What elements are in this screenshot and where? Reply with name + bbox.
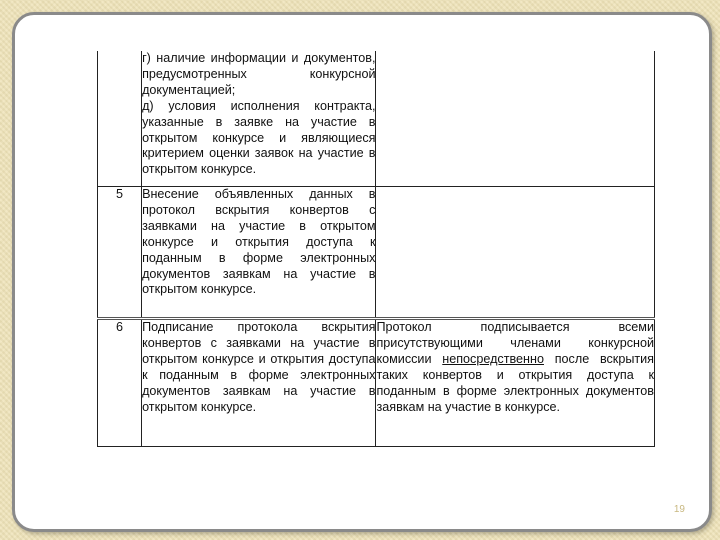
slide-page-number: 19 (673, 504, 685, 515)
step-note (376, 187, 655, 319)
step-description (142, 51, 376, 187)
step-paragraph-d: д) условия исполнения контракта, указанные в заявке на участие в открытом конкурсе и являющиеся критерием оценки заявок на участие в открытом конкурсе. (142, 98, 376, 177)
slide-frame (12, 12, 712, 532)
note-text-part2: после вскрытия таких конвертов и открытия доступа к поданным в форме электронных документов заявкам на участие в конкурсе. (376, 351, 654, 414)
table-row-continued (98, 51, 655, 187)
step-note (376, 319, 655, 447)
table-row-6 (98, 319, 655, 447)
row-number: 5 (98, 187, 142, 319)
step-description: Подписание протокола вскрытия конвертов с заявками на участие в открытом конкурсе и открытия доступа к поданным в форме электронных документов заявкам на участие в открытом конкурсе. (142, 319, 376, 447)
row-number (98, 51, 142, 187)
document-page (97, 51, 655, 453)
step-description: Внесение объявленных данных в протокол вскрытия конвертов с заявками на участие в открытом конкурсе и открытия доступа к поданным в форме электронных документов заявкам на участие в открытом конкурсе. (142, 187, 376, 319)
table-row-5 (98, 187, 655, 319)
row-number: 6 (98, 319, 142, 447)
procedure-table (97, 51, 655, 447)
step-paragraph-g: г) наличие информации и документов, предусмотренных конкурсной документацией; (142, 51, 376, 97)
note-underlined-word: непосредственно (442, 351, 544, 366)
note-text-part1: Протокол подписывается всеми присутствующими членами конкурсной комиссии (376, 320, 654, 366)
step-note (376, 51, 655, 187)
